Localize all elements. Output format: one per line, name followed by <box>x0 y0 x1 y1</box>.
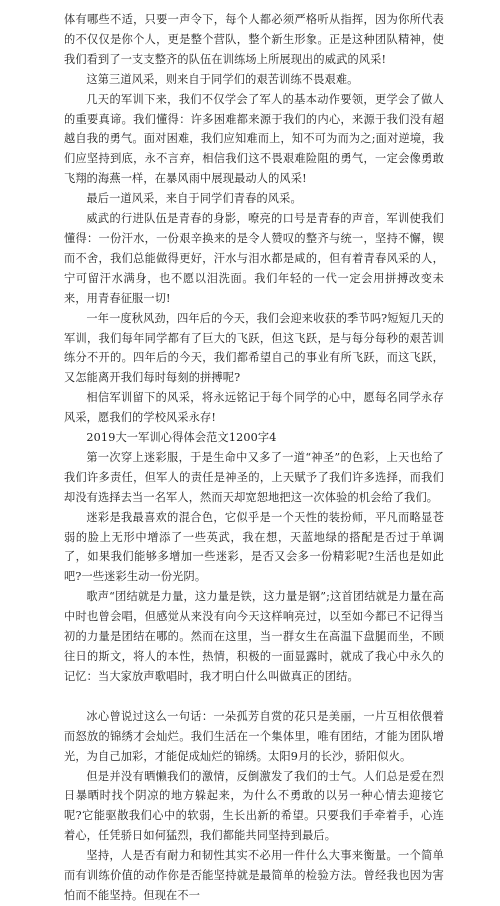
paragraph-gap <box>64 687 444 707</box>
paragraph-6: 一年一度秋风劲，四年后的今天，我们会迎来收获的季节吗?短短几天的军训，我们每年同学都有了巨大的飞跃，但这飞跃，是与每分每秒的艰苦训练分不开的。四年后的今天，我们都希望自己的事业有所飞跃，而这飞跃，又怎能离开我们每时每刻的拼搏呢? <box>64 311 445 385</box>
paragraph-5: 威武的行进队伍是青春的身影，嘹亮的口号是青春的声音，军训使我们懂得：一份汗水，一份艰辛换来的是令人赞叹的整齐与统一，坚持不懈，锲而不舍，我们总能做得更好，汗水与泪水都是咸的，但有着青春风采的人，宁可留汗水满身，也不愿以泪洗面。我们年轻的一代一定会用拼搏改变未来，用青春征服一切! <box>64 212 444 305</box>
paragraph-13: 坚持，人是否有耐力和韧性其实不必用一件什么大事来衡量。一个简单而有训练价值的动作你是否能坚持就是最简单的检验方法。曾经我也因为害怕而不能坚持。但现在不一 <box>64 849 444 902</box>
paragraph-group-1 <box>64 10 444 687</box>
paragraph-4: 最后一道风采，来自于同学们青春的风采。 <box>86 192 302 206</box>
paragraph-12: 但是并没有晒懒我们的激情，反倒激发了我们的士气。人们总是爱在烈日暴晒时找个阴凉的地方躲起来，为什么不勇敢的以另一种心情去迎接它呢?它能驱散我们心中的软弱，生长出新的希望。只要我们手牵着手，心连着心，任凭骄日如何猛烈，我们都能共同坚持到最后。 <box>64 769 444 843</box>
paragraph-3: 几天的军训下来，我们不仅学会了军人的基本动作要领，更学会了做人的重要真谛。我们懂得：许多困难都来源于我们的内心，来源于我们没有超越自我的勇气。面对困难，我们应知难而上，知不可为而为之;面对逆境，我们应坚持到底，永不言弃，相信我们这不畏艰难险阻的勇气，一定会像勇敢飞翔的海燕一样，在暴风雨中展现最动人的风采! <box>64 92 444 186</box>
paragraph-1: 体有哪些不适，只要一声令下，每个人都必须严格听从指挥，因为你所代表的不仅仅是你个人，更是整个营队，整个新生形象。正是这种团队精神，使我们看到了一支支整齐的队伍在训练场上所展现出的威武的风采! <box>64 13 444 66</box>
section-heading: 2019大一军训心得体会范文1200字4 <box>86 431 277 445</box>
paragraph-2: 这第三道风采，则来自于同学们的艰苦训练不畏艰难。 <box>86 72 359 86</box>
paragraph-7: 相信军训留下的风采，将永远铭记于每个同学的心中，愿每名同学永存风采，愿我们的学校风采永存! <box>64 391 444 425</box>
paragraph-11: 冰心曾说过这么一句话：一朵孤芳自赏的花只是美丽，一片互相依偎着而怒放的锦绣才会灿烂。我们生活在一个集体里，唯有团结，才能为团队增光，为自己加彩，才能促成灿烂的锦绣。太阳9月的长沙，骄阳似火。 <box>64 709 444 763</box>
paragraph-group-2 <box>64 707 444 906</box>
paragraph-10: 歌声“团结就是力量，这力量是铁，这力量是钢”;这首团结就是力量在高中时也曾会唱，但感觉从来没有向今天这样响亮过，以至如今都已不记得当初的力量是团结在哪的。然而在这里，当一群女生在高温下盘腿而坐，不顾往日的斯文，将人的本性，热情，积极的一面显露时，就成了我心中永久的记忆：当大家放声歌唱时，我才明白什么叫做真正的团结。 <box>64 590 444 683</box>
paragraph-8: 第一次穿上迷彩服，于是生命中又多了一道“神圣”的色彩，上天也给了我们许多责任，但军人的责任是神圣的，上天赋予了我们许多选择，而我们却没有选择去当一名军人，然而天却宽恕地把这一次体验的机会给了我们。 <box>64 450 444 504</box>
paragraph-9: 迷彩是我最喜欢的混合色，它似乎是一个天性的装扮师，平凡而略显苍弱的脸上无形中增添了一些英武，我在想，天蓝地绿的搭配是否过于单调了，如果我们能够多增加一些迷彩，是否又会多一份精彩呢?生活也是如此吧?一些迷彩生动一份光阴。 <box>64 510 444 584</box>
